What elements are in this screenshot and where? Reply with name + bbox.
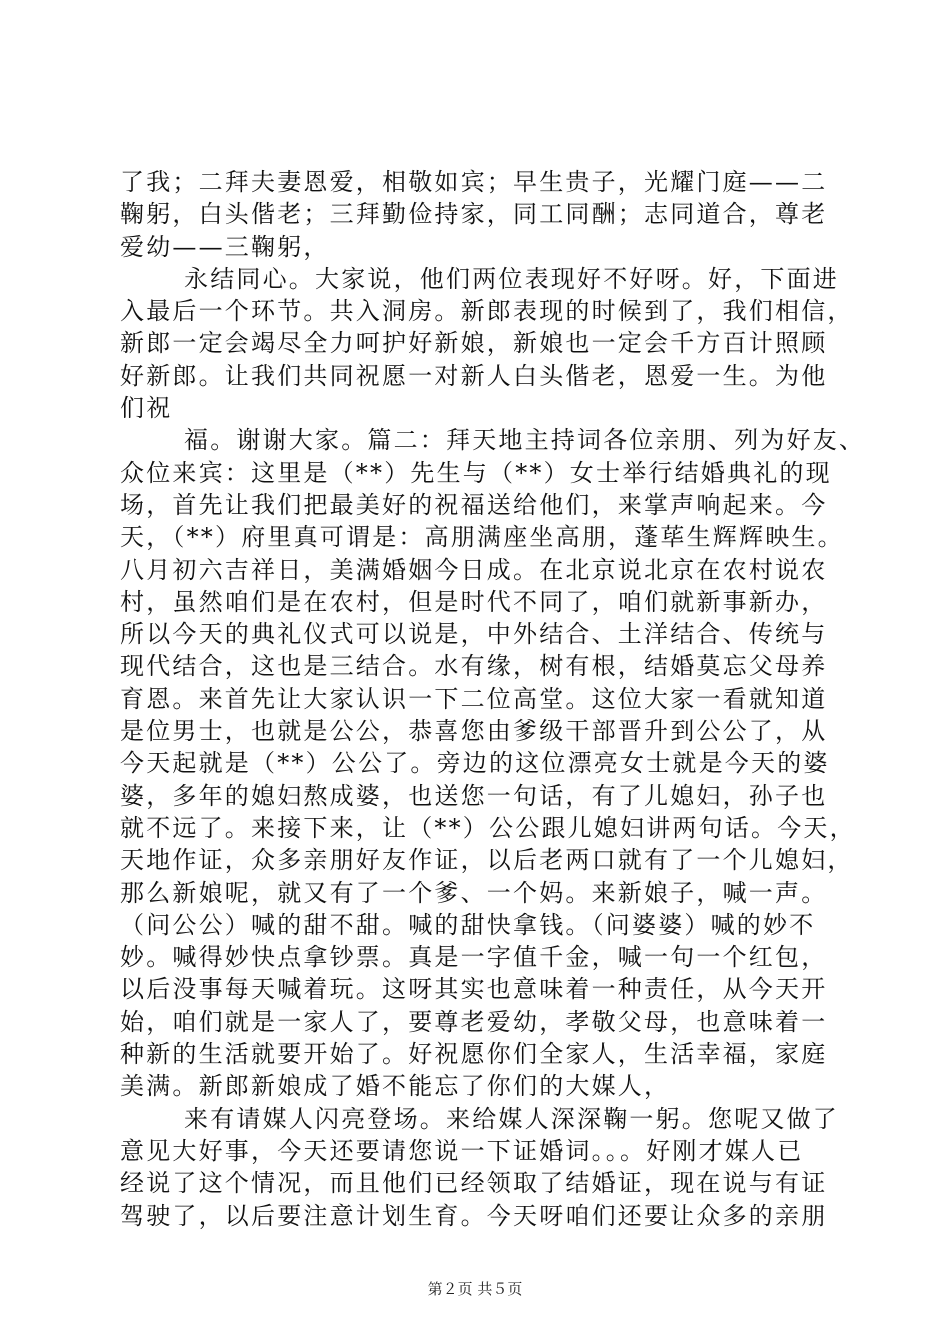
text-line: 现代结合，这也是三结合。水有缘，树有根，结婚莫忘父母养 bbox=[120, 652, 828, 681]
paragraph-start-line: 来有请媒人闪亮登场。来给媒人深深鞠一躬。您呢又做了 bbox=[184, 1104, 839, 1133]
text-line: 就不远了。来接下来，让（**）公公跟儿媳妇讲两句话。今天， bbox=[120, 813, 856, 842]
paragraph-start-line: 永结同心。大家说，他们两位表现好不好呀。好，下面进 bbox=[184, 264, 839, 293]
text-line: 们祝 bbox=[120, 394, 173, 423]
text-line: 种新的生活就要开始了。好祝愿你们全家人，生活幸福，家庭 bbox=[120, 1040, 828, 1069]
text-line: 驾驶了，以后要注意计划生育。今天呀咱们还要让众多的亲朋 bbox=[120, 1201, 828, 1230]
text-line: 天，（**）府里真可谓是：高朋满座坐高朋，蓬荜生辉辉映生。 bbox=[120, 523, 844, 552]
text-line: 那么新娘呢，就又有了一个爹、一个妈。来新娘子，喊一声。 bbox=[120, 878, 828, 907]
text-line: （问公公）喊的甜不甜。喊的甜快拿钱。（问婆婆）喊的妙不 bbox=[120, 910, 816, 939]
text-line: 今天起就是（**）公公了。旁边的这位漂亮女士就是今天的婆 bbox=[120, 749, 830, 778]
text-line: 妙。喊得妙快点拿钞票。真是一字值千金，喊一句一个红包， bbox=[120, 943, 828, 972]
text-line: 天地作证，众多亲朋好友作证，以后老两口就有了一个儿媳妇， bbox=[120, 846, 854, 875]
paragraph-start-line: 福。谢谢大家。篇二：拜天地主持词各位亲朋、列为好友、 bbox=[184, 426, 866, 455]
text-line: 爱幼——三鞠躬， bbox=[120, 232, 330, 261]
text-line: 村，虽然咱们是在农村，但是时代不同了，咱们就新事新办， bbox=[120, 587, 828, 616]
text-line: 鞠躬，白头偕老；三拜勤俭持家，同工同酬；志同道合，尊老 bbox=[120, 200, 828, 229]
text-line: 入最后一个环节。共入洞房。新郎表现的时候到了，我们相信， bbox=[120, 297, 854, 326]
text-line: 意见大好事，今天还要请您说一下证婚词。。。好刚才媒人已 bbox=[120, 1136, 804, 1165]
text-line: 始，咱们就是一家人了，要尊老爱幼，孝敬父母，也意味着一 bbox=[120, 1007, 828, 1036]
body-text bbox=[120, 166, 866, 1232]
text-line: 育恩。来首先让大家认识一下二位高堂。这位大家一看就知道 bbox=[120, 684, 828, 713]
text-line: 场，首先让我们把最美好的祝福送给他们，来掌声响起来。今 bbox=[120, 490, 828, 519]
text-line: 是位男士，也就是公公，恭喜您由爹级干部晋升到公公了，从 bbox=[120, 717, 828, 746]
text-line: 新郎一定会竭尽全力呵护好新娘，新娘也一定会千方百计照顾 bbox=[120, 329, 828, 358]
text-line: 了我；二拜夫妻恩爱，相敬如宾；早生贵子，光耀门庭——二 bbox=[120, 168, 828, 196]
text-line: 美满。新郎新娘成了婚不能忘了你们的大媒人， bbox=[120, 1072, 671, 1101]
text-line: 婆，多年的媳妇熬成婆，也送您一句话，有了儿媳妇，孙子也 bbox=[120, 781, 828, 810]
text-line: 众位来宾：这里是（**）先生与（**）女士举行结婚典礼的现 bbox=[120, 458, 832, 487]
text-line: 八月初六吉祥日，美满婚姻今日成。在北京说北京在农村说农 bbox=[120, 555, 828, 584]
text-line: 经说了这个情况，而且他们已经领取了结婚证，现在说与有证 bbox=[120, 1169, 828, 1198]
text-line: 好新郎。让我们共同祝愿一对新人白头偕老，恩爱一生。为他 bbox=[120, 361, 828, 390]
text-line: 所以今天的典礼仪式可以说是，中外结合、土洋结合、传统与 bbox=[120, 620, 828, 649]
page-number-footer: 第２页 共５页 bbox=[427, 1280, 523, 1298]
text-line: 以后没事每天喊着玩。这呀其实也意味着一种责任，从今天开 bbox=[120, 975, 828, 1004]
